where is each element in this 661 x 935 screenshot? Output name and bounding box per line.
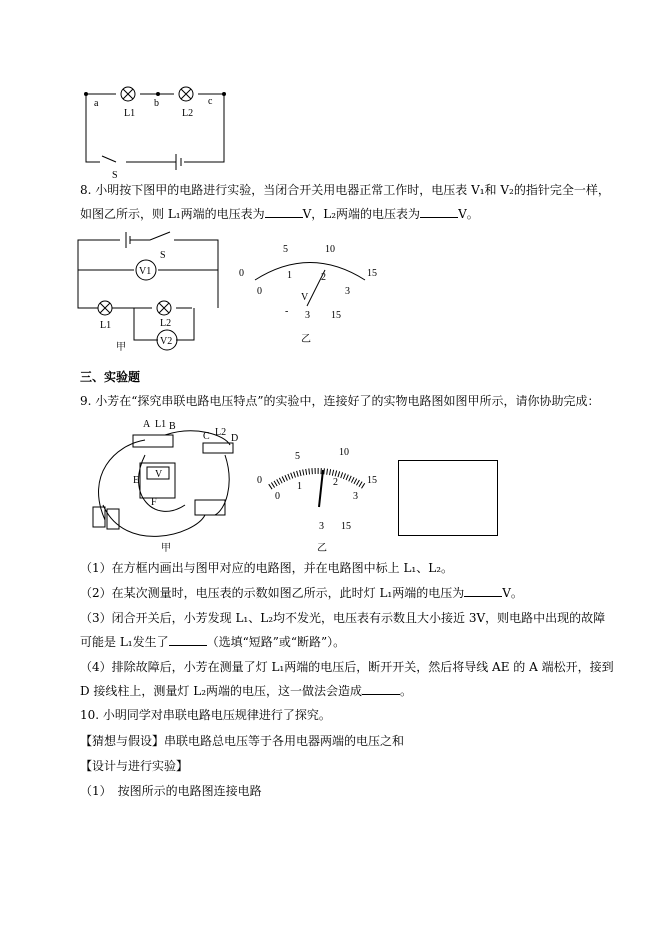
label-l1: L1 (124, 108, 136, 119)
caption-jia: 甲 (116, 342, 126, 353)
label-b: b (154, 98, 159, 109)
label-d: D (231, 433, 239, 444)
tick-top-5: 5 (283, 244, 288, 255)
tick-top-15: 15 (367, 475, 377, 486)
tick-bottom-3: 3 (345, 286, 350, 297)
voltmeter-reading-yi (255, 445, 380, 555)
q10-guess: 【猜想与假设】串联电路总电压等于各用电器两端的电压之和 (80, 734, 405, 748)
label-s: S (160, 250, 166, 261)
tick-top-10: 10 (339, 447, 349, 458)
q9-part3-line2 (80, 634, 345, 650)
tick-top-0: 0 (239, 268, 244, 279)
label-l2: L2 (182, 108, 194, 119)
terminal-neg: - (285, 306, 289, 317)
tick-bottom-3: 3 (353, 491, 358, 502)
tick-top-0: 0 (257, 475, 262, 486)
label-v1: V1 (139, 266, 152, 277)
label-l1: L1 (155, 419, 167, 430)
answer-blank[interactable] (464, 586, 502, 597)
unit-v: V (301, 292, 309, 303)
answer-blank[interactable] (169, 635, 207, 646)
tick-top-10: 10 (325, 244, 335, 255)
q9-part1: （1）在方框内画出与图甲对应的电路图，并在电路图中标上 L₁、L₂。 (80, 561, 454, 575)
series-circuit-diagram (80, 82, 260, 182)
tick-bottom-0: 0 (257, 286, 262, 297)
terminal-3: 3 (305, 310, 310, 321)
q9-part3-line1: （3）闭合开关后，小芳发现 L₁、L₂均不发光，电压表有示数且大小接近 3V，则电路中出现的故障 (80, 611, 606, 625)
q8-text-c: V。 (458, 207, 479, 221)
tick-top-15: 15 (367, 268, 377, 279)
tick-bottom-0: 0 (275, 491, 280, 502)
q10-design: 【设计与进行实验】 (80, 759, 189, 773)
q10-stem: 10. 小明同学对串联电路电压规律进行了探究。 (80, 708, 331, 722)
label-v2: V2 (160, 336, 173, 347)
label-l1: L1 (100, 320, 112, 331)
terminal-15: 15 (341, 521, 351, 532)
q9-part3-hint: （选填“短路”或“断路”）。 (206, 635, 346, 649)
section-heading: 三、实验题 (80, 370, 141, 384)
tick-bottom-1: 1 (297, 481, 302, 492)
q9-part2-unit: V。 (502, 586, 523, 600)
answer-blank[interactable] (362, 684, 400, 695)
caption-jia: 甲 (161, 543, 171, 554)
terminal-15: 15 (331, 310, 341, 321)
label-v: V (155, 469, 163, 480)
circuit-jia-diagram (74, 228, 224, 353)
q10-step1: （1） 按图所示的电路图连接电路 (80, 784, 262, 798)
terminal-3: 3 (319, 521, 324, 532)
tick-bottom-2: 2 (321, 272, 326, 283)
physical-circuit-jia (85, 415, 245, 555)
tick-top-5: 5 (295, 451, 300, 462)
caption-yi: 乙 (301, 334, 311, 345)
q8-line2 (80, 206, 479, 222)
q9-part4-line1: （4）排除故障后，小芳在测量了灯 L₁两端的电压后，断开开关，然后将导线 AE 的 A 端松开，接到 (80, 660, 614, 674)
q9-part2 (80, 585, 523, 601)
q8-text-b: V，L₂两端的电压表为 (302, 207, 421, 221)
label-a: A (143, 419, 151, 430)
label-b: B (169, 421, 176, 432)
q9-part2-text: （2）在某次测量时，电压表的示数如图乙所示，此时灯 L₁两端的电压为 (80, 586, 465, 600)
label-f: F (151, 497, 157, 508)
q9-part4-text: D 接线柱上，测量灯 L₂两端的电压，这一做法会造成 (80, 684, 363, 698)
label-s: S (112, 170, 118, 181)
tick-bottom-1: 1 (287, 270, 292, 281)
q9-part3-text: 可能是 L₁发生了 (80, 635, 169, 649)
q8-text-a: 如图乙所示，则 L₁两端的电压表为 (80, 207, 265, 221)
label-c: C (203, 431, 210, 442)
q9-part4-end: 。 (400, 684, 413, 698)
answer-blank-l2[interactable] (420, 207, 458, 218)
voltmeter-yi-diagram (235, 240, 385, 350)
tick-bottom-2: 2 (333, 477, 338, 488)
label-c: c (208, 96, 213, 107)
label-l2: L2 (215, 427, 227, 438)
q8-line1: 8. 小明按下图甲的电路进行实验，当闭合开关用电器正常工作时，电压表 V₁和 V₂的指针完全一样， (80, 183, 610, 197)
label-a: a (94, 98, 99, 109)
label-l2: L2 (160, 318, 172, 329)
caption-yi: 乙 (317, 543, 327, 554)
answer-blank-l1[interactable] (265, 207, 303, 218)
label-e: E (133, 475, 140, 486)
q9-stem: 9. 小芳在“探究串联电路电压特点”的实验中，连接好了的实物电路图如图甲所示，请你协助完成： (80, 394, 600, 408)
q9-part4-line2 (80, 683, 412, 699)
drawing-answer-box[interactable] (398, 460, 498, 536)
